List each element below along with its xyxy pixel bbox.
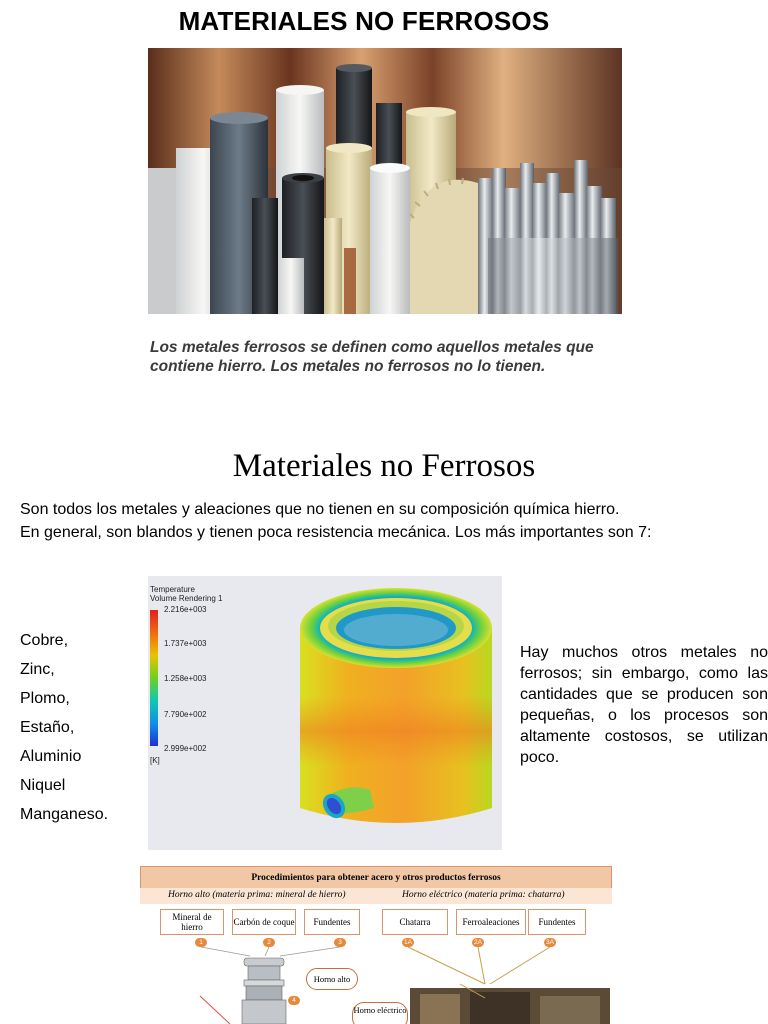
caption-text: Los metales ferrosos se definen como aquellos metales que contiene hierro. Los metales no ferrosos no lo tienen. — [150, 339, 594, 375]
diagram-header: Procedimientos para obtener acero y otros productos ferrosos — [140, 866, 612, 890]
input-box: Chatarra — [382, 909, 448, 935]
input-box: Fundentes — [528, 909, 586, 935]
intro-line-2: En general, son blandos y tienen poca resistencia mecánica. Los más importantes son 7: — [20, 524, 652, 541]
page-title: MATERIALES NO FERROSOS — [178, 6, 550, 36]
input-box: Fundentes — [304, 909, 360, 935]
input-box: Ferroaleaciones — [456, 909, 526, 935]
metals-list — [20, 626, 108, 829]
callout-horno-alto: Horno alto — [306, 968, 358, 990]
cylinder-render — [148, 576, 502, 850]
intro-line-1: Son todos los metales y aleaciones que no tienen en su composición química hierro. — [20, 501, 620, 518]
legend-tick: 2.999e+002 — [164, 744, 207, 753]
legend-tick: 2.216e+003 — [164, 605, 207, 614]
intro-paragraph — [20, 498, 760, 544]
step-badge: 2 — [263, 938, 275, 947]
step-badge: 1A — [402, 938, 414, 947]
steel-process-diagram — [140, 866, 612, 1024]
list-item: Aluminio — [20, 748, 82, 765]
legend-title-line-2: Volume Rendering 1 — [150, 594, 223, 603]
step-badge: 1 — [195, 938, 207, 947]
list-item: Niquel — [20, 777, 66, 794]
list-item: Zinc, — [20, 661, 55, 678]
subheader-left: Horno alto (materia prima: mineral de hierro) — [168, 890, 346, 900]
non-ferrous-materials-photo — [148, 48, 622, 314]
section-title: Materiales no Ferrosos — [232, 448, 536, 484]
input-box: Carbón de coque — [232, 909, 296, 935]
list-item: Manganeso. — [20, 806, 109, 823]
side-paragraph: Hay muchos otros metales no ferrosos; sin embargo, como las cantidades que se producen son pequeñas, o los procesos son altamente costosos, se utilizan poco. — [520, 644, 768, 766]
subheader-right: Horno eléctrico (materia prima: chatarra) — [402, 890, 565, 900]
step-badge: 3A — [544, 938, 556, 947]
input-box: Mineral de hierro — [160, 909, 224, 935]
legend-title-line-1: Temperature — [150, 585, 195, 594]
list-item: Estaño, — [20, 719, 75, 736]
diagram-drawing — [140, 866, 612, 1024]
legend-unit: [K] — [150, 756, 160, 765]
legend-tick: 7.790e+002 — [164, 710, 207, 719]
list-item: Cobre, — [20, 632, 69, 649]
temperature-simulation-image — [148, 576, 502, 850]
legend-tick: 1.258e+003 — [164, 674, 207, 683]
legend-tick: 1.737e+003 — [164, 639, 207, 648]
list-item: Plomo, — [20, 690, 70, 707]
step-badge: 4 — [288, 996, 300, 1005]
step-badge: 3 — [334, 938, 346, 947]
step-badge: 2A — [472, 938, 484, 947]
callout-horno-electrico: Horno eléctrico — [352, 1002, 408, 1024]
